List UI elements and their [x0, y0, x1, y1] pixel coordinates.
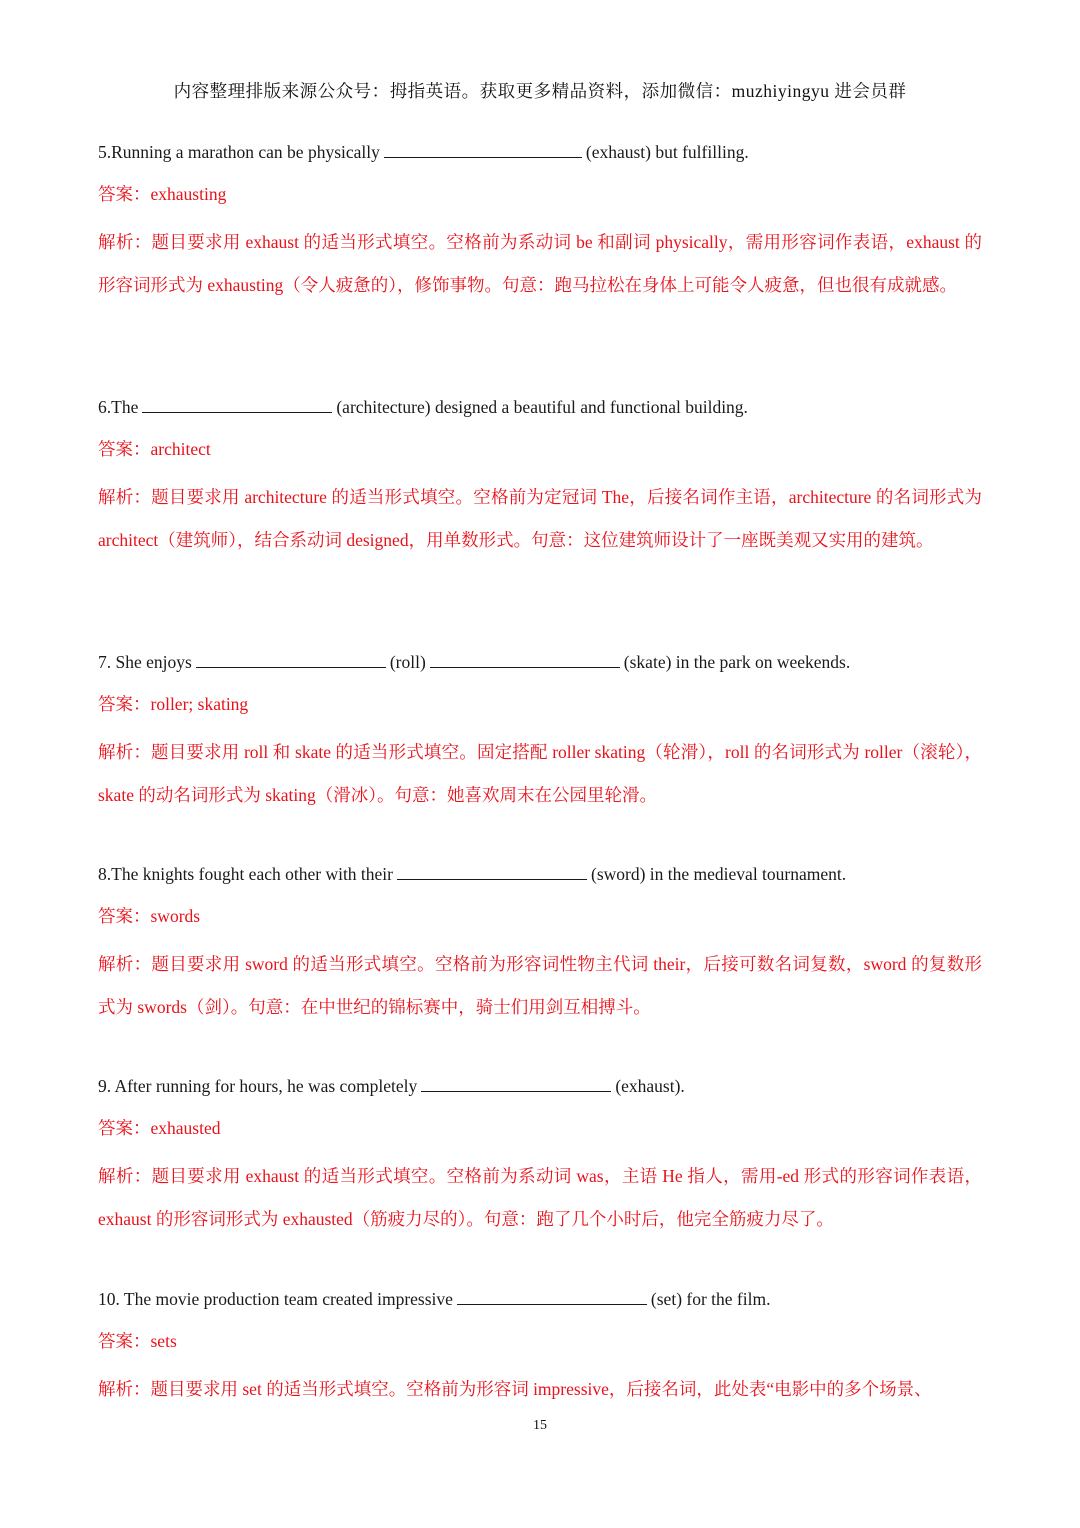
question-text	[98, 859, 982, 889]
question-text	[98, 1284, 982, 1314]
explanation-text: 解析：题目要求用 architecture 的适当形式填空。空格前为定冠词 The，后接名词作主语，architecture 的名词形式为 architect（建筑师），结合系动词 designed，用单数形式。句意：这位建筑师设计了一座既美观又实用的建筑。	[98, 487, 982, 550]
answer-line: 答案：exhausted	[98, 1118, 221, 1138]
answer-line: 答案：swords	[98, 906, 201, 926]
question-prefix: 5.Running a marathon can be physically	[98, 142, 380, 162]
answer-blank	[384, 139, 582, 158]
question-block-9	[98, 1071, 982, 1240]
question-suffix: (sword) in the medieval tournament.	[591, 864, 847, 884]
question-text	[98, 392, 982, 422]
question-suffix: (exhaust).	[615, 1076, 685, 1096]
question-prefix: 8.The knights fought each other with their	[98, 864, 393, 884]
explanation-text: 解析：题目要求用 sword 的适当形式填空。空格前为形容词性物主代词 their，后接可数名词复数，sword 的复数形式为 swords（剑）。句意：在中世纪的锦标赛中，骑士们用剑互相搏斗。	[98, 954, 982, 1017]
question-prefix: 6.The	[98, 397, 139, 417]
explanation-text: 解析：题目要求用 set 的适当形式填空。空格前为形容词 impressive，后接名词，此处表“电影中的多个场景、	[98, 1379, 932, 1399]
answer-blank	[397, 861, 587, 880]
explanation-text: 解析：题目要求用 roll 和 skate 的适当形式填空。固定搭配 roller skating（轮滑），roll 的名词形式为 roller（滚轮），skate 的动名词形式为 skating（滑冰）。句意：她喜欢周末在公园里轮滑。	[98, 742, 982, 805]
question-suffix: (skate) in the park on weekends.	[623, 652, 851, 672]
question-middle: (roll)	[389, 652, 426, 672]
question-block-5	[98, 137, 982, 306]
question-text	[98, 647, 982, 677]
question-suffix: (architecture) designed a beautiful and functional building.	[336, 397, 748, 417]
explanation-text: 解析：题目要求用 exhaust 的适当形式填空。空格前为系动词 was，主语 He 指人，需用-ed 形式的形容词作表语，exhaust 的形容词形式为 exhausted（筋疲力尽的）。句意：跑了几个小时后，他完全筋疲力尽了。	[98, 1166, 982, 1229]
page-number: 15	[533, 1418, 547, 1433]
question-suffix: (exhaust) but fulfilling.	[585, 142, 749, 162]
answer-line: 答案：roller; skating	[98, 694, 249, 714]
answer-line: 答案：sets	[98, 1331, 177, 1351]
answer-blank	[196, 649, 386, 668]
question-suffix: (set) for the film.	[650, 1289, 771, 1309]
question-prefix: 9. After running for hours, he was completely	[98, 1076, 418, 1096]
answer-line: 答案：architect	[98, 439, 211, 459]
question-block-6	[98, 392, 982, 561]
question-text	[98, 1071, 982, 1101]
question-block-7	[98, 647, 982, 816]
question-block-8	[98, 859, 982, 1028]
answer-blank	[421, 1073, 611, 1092]
answer-blank	[430, 649, 620, 668]
question-prefix: 7. She enjoys	[98, 652, 192, 672]
answer-blank	[457, 1286, 647, 1305]
page-header: 内容整理排版来源公众号：拇指英语。获取更多精品资料，添加微信：muzhiyingyu 进会员群	[173, 81, 907, 101]
question-text	[98, 137, 982, 167]
explanation-text: 解析：题目要求用 exhaust 的适当形式填空。空格前为系动词 be 和副词 physically，需用形容词作表语，exhaust 的形容词形式为 exhausting（令人疲惫的），修饰事物。句意：跑马拉松在身体上可能令人疲惫，但也很有成就感。	[98, 232, 982, 295]
question-block-10	[98, 1284, 982, 1411]
question-prefix: 10. The movie production team created impressive	[98, 1289, 453, 1309]
answer-line: 答案：exhausting	[98, 184, 227, 204]
answer-blank	[142, 394, 332, 413]
